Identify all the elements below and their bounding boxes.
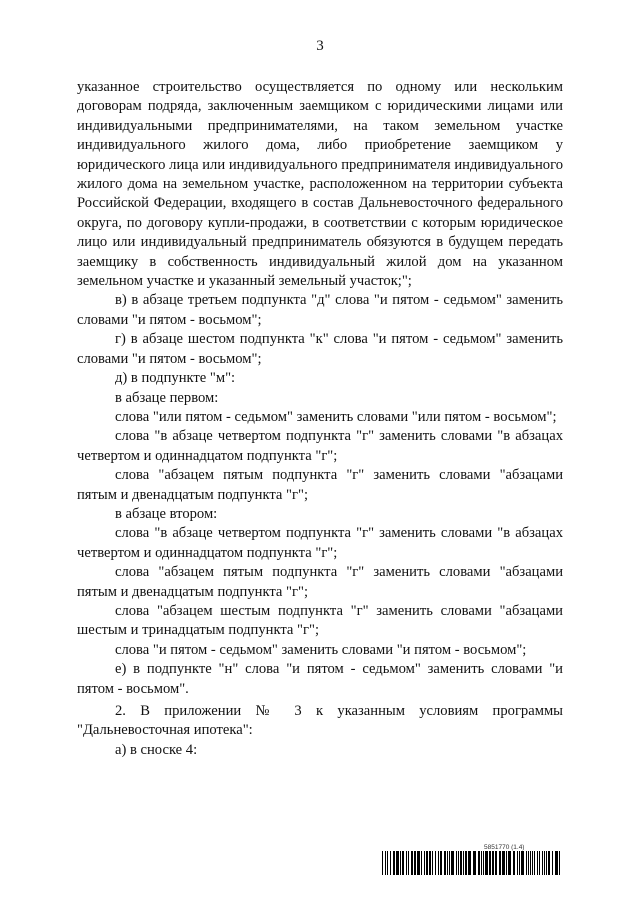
- paragraph-replace-1: слова "или пятом - седьмом" заменить словами "или пятом - восьмом";: [115, 408, 557, 425]
- paragraph-first-abzac: в абзаце первом:: [115, 389, 219, 406]
- paragraph-replace-4: слова "в абзаце четвертом подпункта "г" заменить словами "в абзацах четвертом и одиннадцатом подпункта "г";: [77, 525, 563, 561]
- paragraph-continuation: указанное строительство осуществляется по одному или нескольким договорам подряда, заключенным заемщиком с юридическими лицами или индивидуальными предпринимателями, на таком земельном участке индивидуального жилого дома, либо приобретение заемщиком у юридического лица или индивидуального предпринимателя индивидуального жилого дома на земельном участке, расположенном на территории субъекта Российской Федерации, входящего в состав Дальневосточного федерального округа, по договору купли-продажи, в соответствии с которым юридическое лицо или индивидуальный предприниматель обязуются в будущем передать заемщику в собственность индивидуальный жилой дом на указанном земельном участке и указанный земельный участок;";: [77, 79, 563, 290]
- paragraph-replace-2: слова "в абзаце четвертом подпункта "г" заменить словами "в абзацах четвертом и одиннадцатом подпункта "г";: [77, 428, 563, 464]
- paragraph-replace-6: слова "абзацем шестым подпункта "г" заменить словами "абзацами шестым и тринадцатым подпункта "г";: [77, 602, 563, 639]
- paragraph-item-g: г) в абзаце шестом подпункта "к" слова "и пятом - седьмом" заменить словами "и пятом - восьмом";: [77, 331, 563, 367]
- paragraph-second-abzac: в абзаце втором:: [115, 505, 218, 522]
- paragraph-item-d: д) в подпункте "м":: [115, 370, 236, 387]
- document-code: 5851770 (1.4): [484, 844, 525, 851]
- paragraph-replace-5: слова "абзацем пятым подпункта "г" заменить словами "абзацами пятым и двенадцатым подпункта "г";: [77, 564, 563, 600]
- paragraph-replace-7: слова "и пятом - седьмом" заменить словами "и пятом - восьмом";: [115, 641, 527, 658]
- page-number: 3: [316, 38, 324, 54]
- document-body: [77, 78, 563, 760]
- paragraph-item-a: а) в сноске 4:: [115, 741, 198, 758]
- barcode-icon: [382, 851, 562, 875]
- paragraph-item-e: е) в подпункте "н" слова "и пятом - седьмом" заменить словами "и пятом - восьмом".: [77, 661, 563, 697]
- paragraph-point-2: 2. В приложении № 3 к указанным условиям программы "Дальневосточная ипотека":: [77, 703, 563, 739]
- paragraph-item-v: в) в абзаце третьем подпункта "д" слова "и пятом - седьмом" заменить словами "и пятом - восьмом";: [77, 292, 563, 328]
- paragraph-replace-3: слова "абзацем пятым подпункта "г" заменить словами "абзацами пятым и двенадцатым подпункта "г";: [77, 467, 563, 503]
